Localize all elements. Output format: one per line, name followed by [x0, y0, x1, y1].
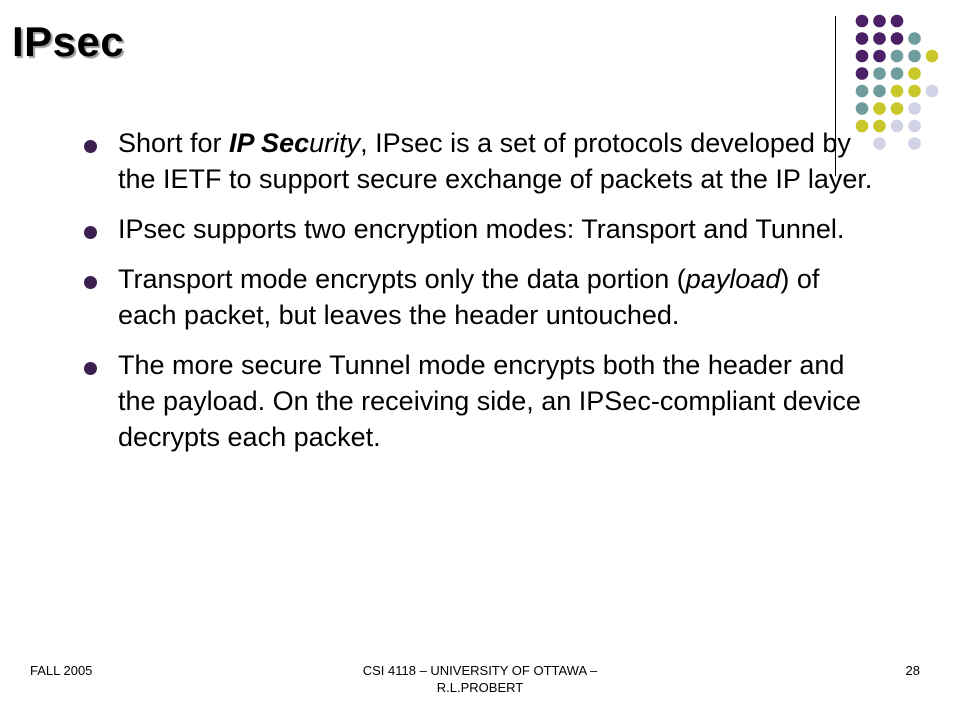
bullet-item	[82, 125, 882, 197]
footer-course-line2: R.L.PROBERT	[436, 680, 524, 695]
bullet-dot-icon	[84, 226, 97, 239]
footer-date: FALL 2005	[30, 663, 93, 678]
decorative-dot	[908, 67, 921, 80]
decorative-dot	[873, 67, 886, 80]
bullet-dot-icon	[84, 362, 97, 375]
slide-title: IPsec	[12, 18, 125, 65]
decorative-dot	[908, 85, 921, 98]
decorative-dot	[873, 102, 886, 115]
footer-page-number: 28	[905, 663, 920, 678]
bullet-text-segment: Transport mode encrypts only the data portion (	[118, 264, 686, 294]
decorative-dot	[908, 102, 921, 115]
decorative-dot	[856, 50, 869, 63]
decorative-dot	[908, 120, 921, 133]
bullet-list	[82, 125, 882, 469]
decorative-dot	[873, 50, 886, 63]
decorative-dot	[856, 102, 869, 115]
bullet-text-segment: IPsec supports two encryption modes: Transport and Tunnel.	[118, 214, 845, 244]
decorative-dot	[908, 137, 921, 150]
bullet-text-segment: ) of each packet, but leaves the header untouched.	[118, 264, 820, 330]
bullet-item	[82, 347, 882, 455]
decorative-dot	[891, 67, 904, 80]
bullet-text-segment: Short for	[118, 128, 230, 158]
decorative-dot	[873, 85, 886, 98]
footer-course	[320, 662, 640, 696]
footer-course-line1: CSI 4118 – UNIVERSITY OF OTTAWA –	[362, 663, 598, 678]
decorative-dot	[856, 15, 869, 28]
bullet-text-segment: , IPsec is a set of protocols developed by the IETF to support secure exchange of packets at the IP layer.	[118, 128, 873, 194]
decorative-dot	[926, 85, 939, 98]
bullet-text-segment: The more secure Tunnel mode encrypts both the header and the payload. On the receiving side, an IPSec-compliant device decrypts each packet.	[118, 350, 861, 452]
bullet-text-segment: urity	[309, 128, 361, 158]
decorative-dot	[856, 85, 869, 98]
decorative-dot	[891, 120, 904, 133]
decorative-dot	[873, 32, 886, 45]
decorative-dot	[891, 85, 904, 98]
bullet-dot-icon	[84, 140, 97, 153]
decorative-dot	[891, 102, 904, 115]
decorative-dot	[926, 50, 939, 63]
decorative-dot	[873, 15, 886, 28]
bullet-text-segment: payload	[685, 264, 781, 294]
decorative-dot	[856, 32, 869, 45]
decorative-dot	[891, 50, 904, 63]
decorative-dot	[908, 32, 921, 45]
decorative-dot	[891, 15, 904, 28]
bullet-item	[82, 261, 882, 333]
decorative-dot	[891, 32, 904, 45]
decorative-dot	[908, 50, 921, 63]
decorative-dot	[856, 67, 869, 80]
bullet-dot-icon	[84, 276, 97, 289]
bullet-item	[82, 211, 882, 247]
bullet-text-segment: IP Sec	[229, 128, 310, 158]
